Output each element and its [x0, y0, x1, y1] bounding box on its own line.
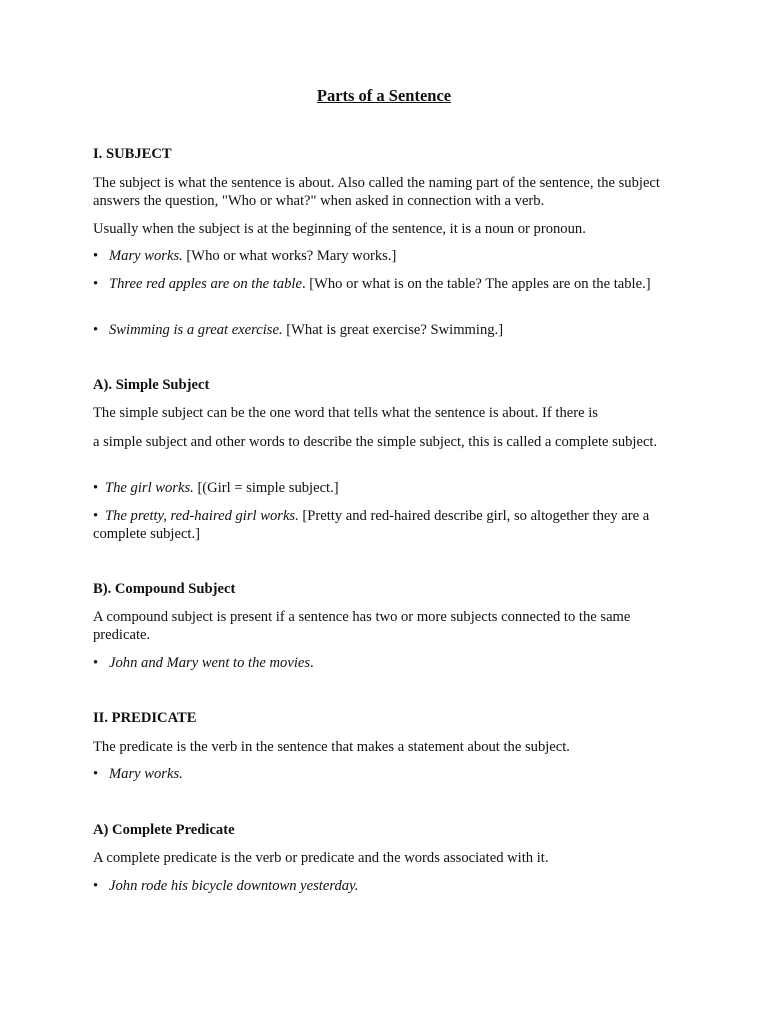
predicate-paragraph-1: The predicate is the verb in the sentence that makes a statement about the subject. [93, 739, 570, 755]
example-explanation: [Who or what works? Mary works.] [182, 248, 397, 264]
subject-example-2 [93, 275, 673, 293]
example-italic: John and Mary went to the movies [109, 655, 311, 671]
bullet-marker: • [93, 248, 99, 264]
compound-subject-paragraph-1: A compound subject is present if a sentence has two or more subjects connected to the same predicate. [93, 609, 631, 643]
subject-example-1 [93, 247, 673, 265]
bullet-marker: • [93, 322, 99, 338]
example-italic: Mary works. [109, 766, 183, 782]
example-explanation: [What is great exercise? Swimming.] [282, 322, 504, 338]
complete-predicate-example-1 [93, 877, 673, 895]
example-explanation: [(Girl = simple subject.] [193, 480, 339, 496]
section-heading-compound-subject: B). Compound Subject [93, 581, 236, 597]
bullet-marker: • [93, 766, 99, 782]
simple-subject-example-2 [93, 507, 673, 543]
section-heading-predicate: II. PREDICATE [93, 710, 197, 726]
example-explanation: . [Who or what is on the table? The apples are on the table.] [301, 276, 651, 292]
predicate-example-1 [93, 765, 673, 783]
bullet-marker: • [93, 878, 99, 894]
bullet-marker: • [93, 276, 99, 292]
bullet-marker: • [93, 508, 99, 524]
simple-subject-paragraph-2: a simple subject and other words to describe the simple subject, this is called a complete subject. [93, 434, 658, 450]
bullet-marker: • [93, 480, 99, 496]
simple-subject-paragraph-1: The simple subject can be the one word that tells what the sentence is about. If there is [93, 405, 598, 421]
example-explanation: . [310, 655, 314, 671]
example-italic: Three red apples are on the table [109, 276, 302, 292]
page-title: Parts of a Sentence [316, 86, 452, 105]
subject-example-3 [93, 321, 673, 339]
example-italic: Swimming is a great exercise. [109, 322, 283, 338]
complete-predicate-paragraph-1: A complete predicate is the verb or predicate and the words associated with it. [93, 850, 549, 866]
simple-subject-example-1 [93, 479, 673, 497]
subject-paragraph-1: The subject is what the sentence is about. Also called the naming part of the sentence, the subject answers the question, "Who or what?" when asked in connection with a verb. [93, 175, 660, 209]
section-heading-simple-subject: A). Simple Subject [93, 377, 210, 393]
example-italic: The girl works. [105, 480, 194, 496]
section-heading-complete-predicate: A) Complete Predicate [93, 822, 235, 838]
example-italic: The pretty, red-haired girl works. [105, 508, 299, 524]
bullet-marker: • [93, 655, 99, 671]
example-italic: Mary works. [109, 248, 183, 264]
example-explanation: [Pretty and red-haired describe girl, so altogether they are a complete subject.] [93, 508, 650, 542]
subject-paragraph-2: Usually when the subject is at the beginning of the sentence, it is a noun or pronoun. [93, 221, 586, 237]
section-heading-subject: I. SUBJECT [93, 146, 172, 162]
compound-subject-example-1 [93, 654, 673, 672]
example-italic: John rode his bicycle downtown yesterday. [109, 878, 359, 894]
